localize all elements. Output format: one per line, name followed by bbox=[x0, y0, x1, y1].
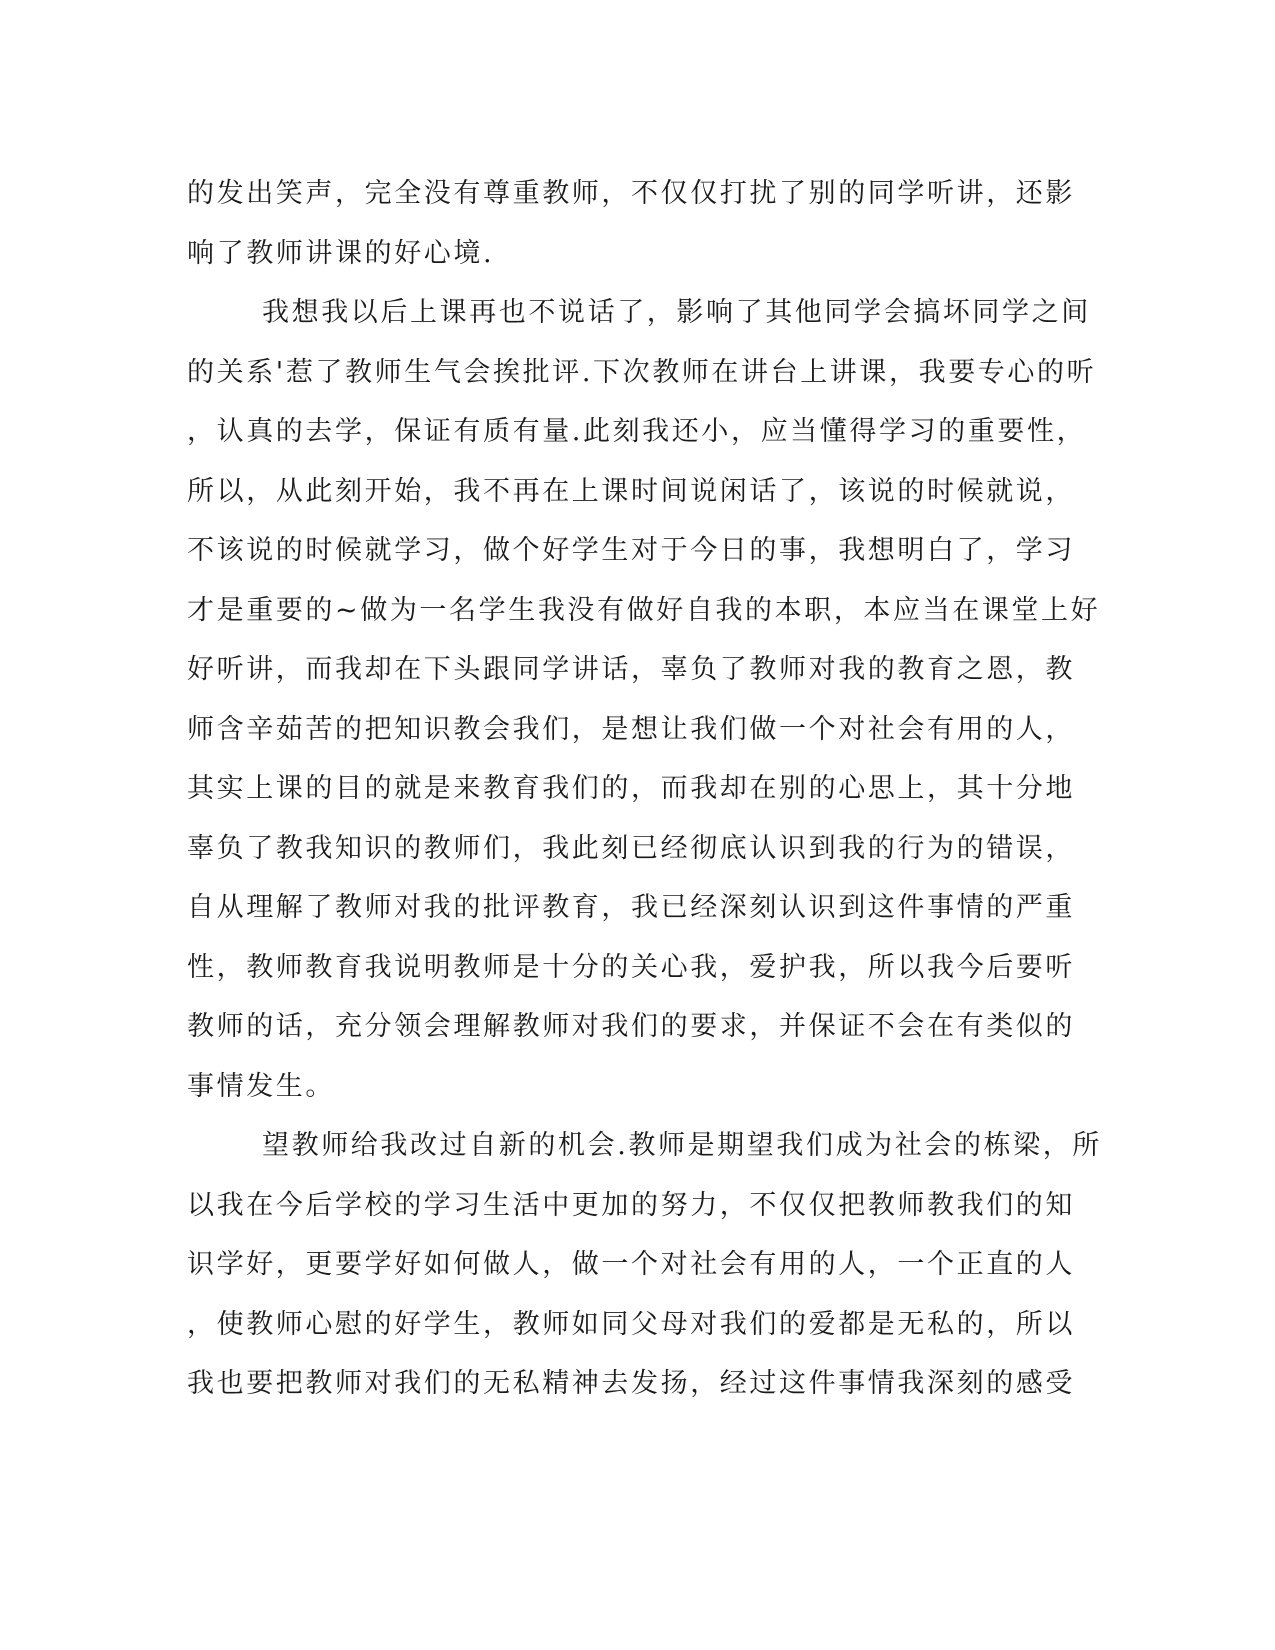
text-line: 好听讲，而我却在下头跟同学讲话，辜负了教师对我的教育之恩，教 bbox=[187, 654, 1075, 685]
body-text bbox=[187, 164, 1102, 1414]
text-line: 我也要把教师对我们的无私精神去发扬，经过这件事情我深刻的感受 bbox=[187, 1368, 1075, 1399]
text-line: 响了教师讲课的好心境. bbox=[187, 237, 495, 269]
text-line: 才是重要的~做为一名学生我没有做好自我的本职，本应当在课堂上好 bbox=[187, 594, 1101, 626]
text-line: 辜负了教我知识的教师们，我此刻已经彻底认识到我的行为的错误， bbox=[187, 832, 1075, 864]
text-line: 的发出笑声，完全没有尊重教师，不仅仅打扰了别的同学听讲，还影 bbox=[187, 178, 1075, 209]
text-line: 事情发生。 bbox=[187, 1070, 335, 1102]
text-line: 识学好，更要学好如何做人，做一个对社会有用的人，一个正直的人 bbox=[187, 1249, 1075, 1280]
text-line: ，认真的去学，保证有质有量.此刻我还小，应当懂得学习的重要性， bbox=[187, 416, 1087, 447]
text-line: 其实上课的目的就是来教育我们的，而我却在别的心思上，其十分地 bbox=[187, 773, 1075, 804]
text-line: 的关系'惹了教师生气会挨批评.下次教师在讲台上讲课，我要专心的听 bbox=[187, 356, 1097, 388]
text-line: 所以，从此刻开始，我不再在上课时间说闲话了，该说的时候就说， bbox=[187, 475, 1075, 507]
text-line: 性，教师教育我说明教师是十分的关心我，爱护我，所以我今后要听 bbox=[187, 951, 1075, 983]
text-line: 不该说的时候就学习，做个好学生对于今日的事，我想明白了，学习 bbox=[187, 535, 1075, 566]
text-line: 以我在今后学校的学习生活中更加的努力，不仅仅把教师教我们的知 bbox=[187, 1189, 1075, 1221]
text-line: 自从理解了教师对我的批评教育，我已经深刻认识到这件事情的严重 bbox=[187, 892, 1075, 923]
paragraph-start-line: 我想我以后上课再也不说话了，影响了其他同学会搞坏同学之间 bbox=[262, 297, 1091, 328]
text-line: 师含辛茹苦的把知识教会我们，是想让我们做一个对社会有用的人， bbox=[187, 713, 1075, 745]
text-line: 教师的话，充分领会理解教师对我们的要求，并保证不会在有类似的 bbox=[187, 1011, 1075, 1042]
text-line: ，使教师心慰的好学生，教师如同父母对我们的爱都是无私的，所以 bbox=[187, 1308, 1075, 1340]
paragraph-start-line: 望教师给我改过自新的机会.教师是期望我们成为社会的栋梁，所 bbox=[262, 1130, 1102, 1161]
